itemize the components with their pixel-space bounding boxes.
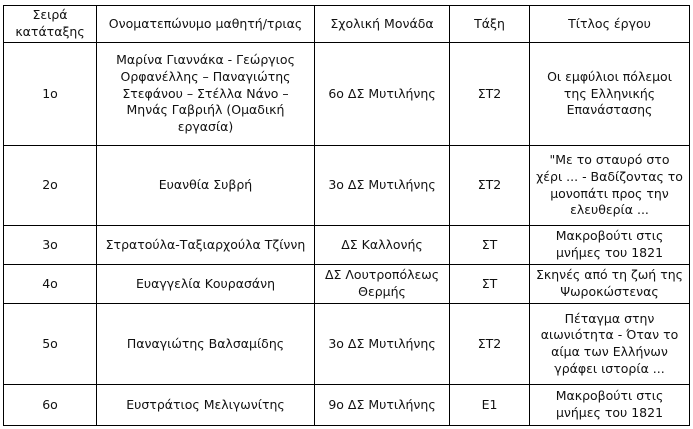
header-grade: Τάξη: [450, 6, 530, 43]
cell-grade: Ε1: [450, 385, 530, 426]
cell-school: 3ο ΔΣ Μυτιλήνης: [315, 304, 450, 385]
cell-grade: ΣΤ: [450, 265, 530, 304]
cell-grade: ΣΤ2: [450, 304, 530, 385]
table-row: [4, 385, 690, 426]
cell-title: Μακροβούτι στις μνήμες του 1821: [530, 385, 690, 426]
cell-school: ΔΣ Λουτροπόλεως Θερμής: [315, 265, 450, 304]
cell-name: Ευανθία Συβρή: [97, 146, 315, 226]
cell-title: Οι εμφύλιοι πόλεμοι της Ελληνικής Επανάστασης: [530, 43, 690, 146]
cell-rank: 1ο: [4, 43, 97, 146]
cell-title: "Με το σταυρό στο χέρι ... - Βαδίζοντας το μονοπάτι προς την ελευθερία ...: [530, 146, 690, 226]
cell-name: Παναγιώτης Βαλσαμίδης: [97, 304, 315, 385]
cell-school: 6ο ΔΣ Μυτιλήνης: [315, 43, 450, 146]
table-header: [4, 6, 690, 43]
cell-rank: 4ο: [4, 265, 97, 304]
cell-grade: ΣΤ: [450, 226, 530, 265]
cell-rank: 5ο: [4, 304, 97, 385]
table-row: [4, 265, 690, 304]
cell-school: 9ο ΔΣ Μυτιλήνης: [315, 385, 450, 426]
cell-rank: 2ο: [4, 146, 97, 226]
cell-rank: 3ο: [4, 226, 97, 265]
table-row: [4, 146, 690, 226]
header-row: [4, 6, 690, 43]
cell-grade: ΣΤ2: [450, 146, 530, 226]
cell-name: Ευαγγελία Κουρασάνη: [97, 265, 315, 304]
cell-grade: ΣΤ2: [450, 43, 530, 146]
table-row: [4, 226, 690, 265]
cell-school: ΔΣ Καλλονής: [315, 226, 450, 265]
cell-title: Μακροβούτι στις μνήμες του 1821: [530, 226, 690, 265]
results-table: [3, 5, 690, 426]
table-body: [4, 43, 690, 426]
cell-rank: 6ο: [4, 385, 97, 426]
header-title: Τίτλος έργου: [530, 6, 690, 43]
cell-title: Σκηνές από τη ζωή της Ψωροκώστενας: [530, 265, 690, 304]
cell-name: Ευστράτιος Μελιγωνίτης: [97, 385, 315, 426]
header-school: Σχολική Μονάδα: [315, 6, 450, 43]
table-row: [4, 304, 690, 385]
cell-name: Στρατούλα-Ταξιαρχούλα Τζίννη: [97, 226, 315, 265]
cell-name: Μαρίνα Γιαννάκα - Γεώργιος Ορφανέλλης – Παναγιώτης Στεφάνου – Στέλλα Νάνο – Μηνάς Γαβριήλ (Ομαδική εργασία): [97, 43, 315, 146]
header-name: Ονοματεπώνυμο μαθητή/τριας: [97, 6, 315, 43]
cell-title: Πέταγμα στην αιωνιότητα - Όταν το αίμα των Ελλήνων γράφει ιστορία ...: [530, 304, 690, 385]
cell-school: 3ο ΔΣ Μυτιλήνης: [315, 146, 450, 226]
header-rank: Σειρά κατάταξης: [4, 6, 97, 43]
table-row: [4, 43, 690, 146]
